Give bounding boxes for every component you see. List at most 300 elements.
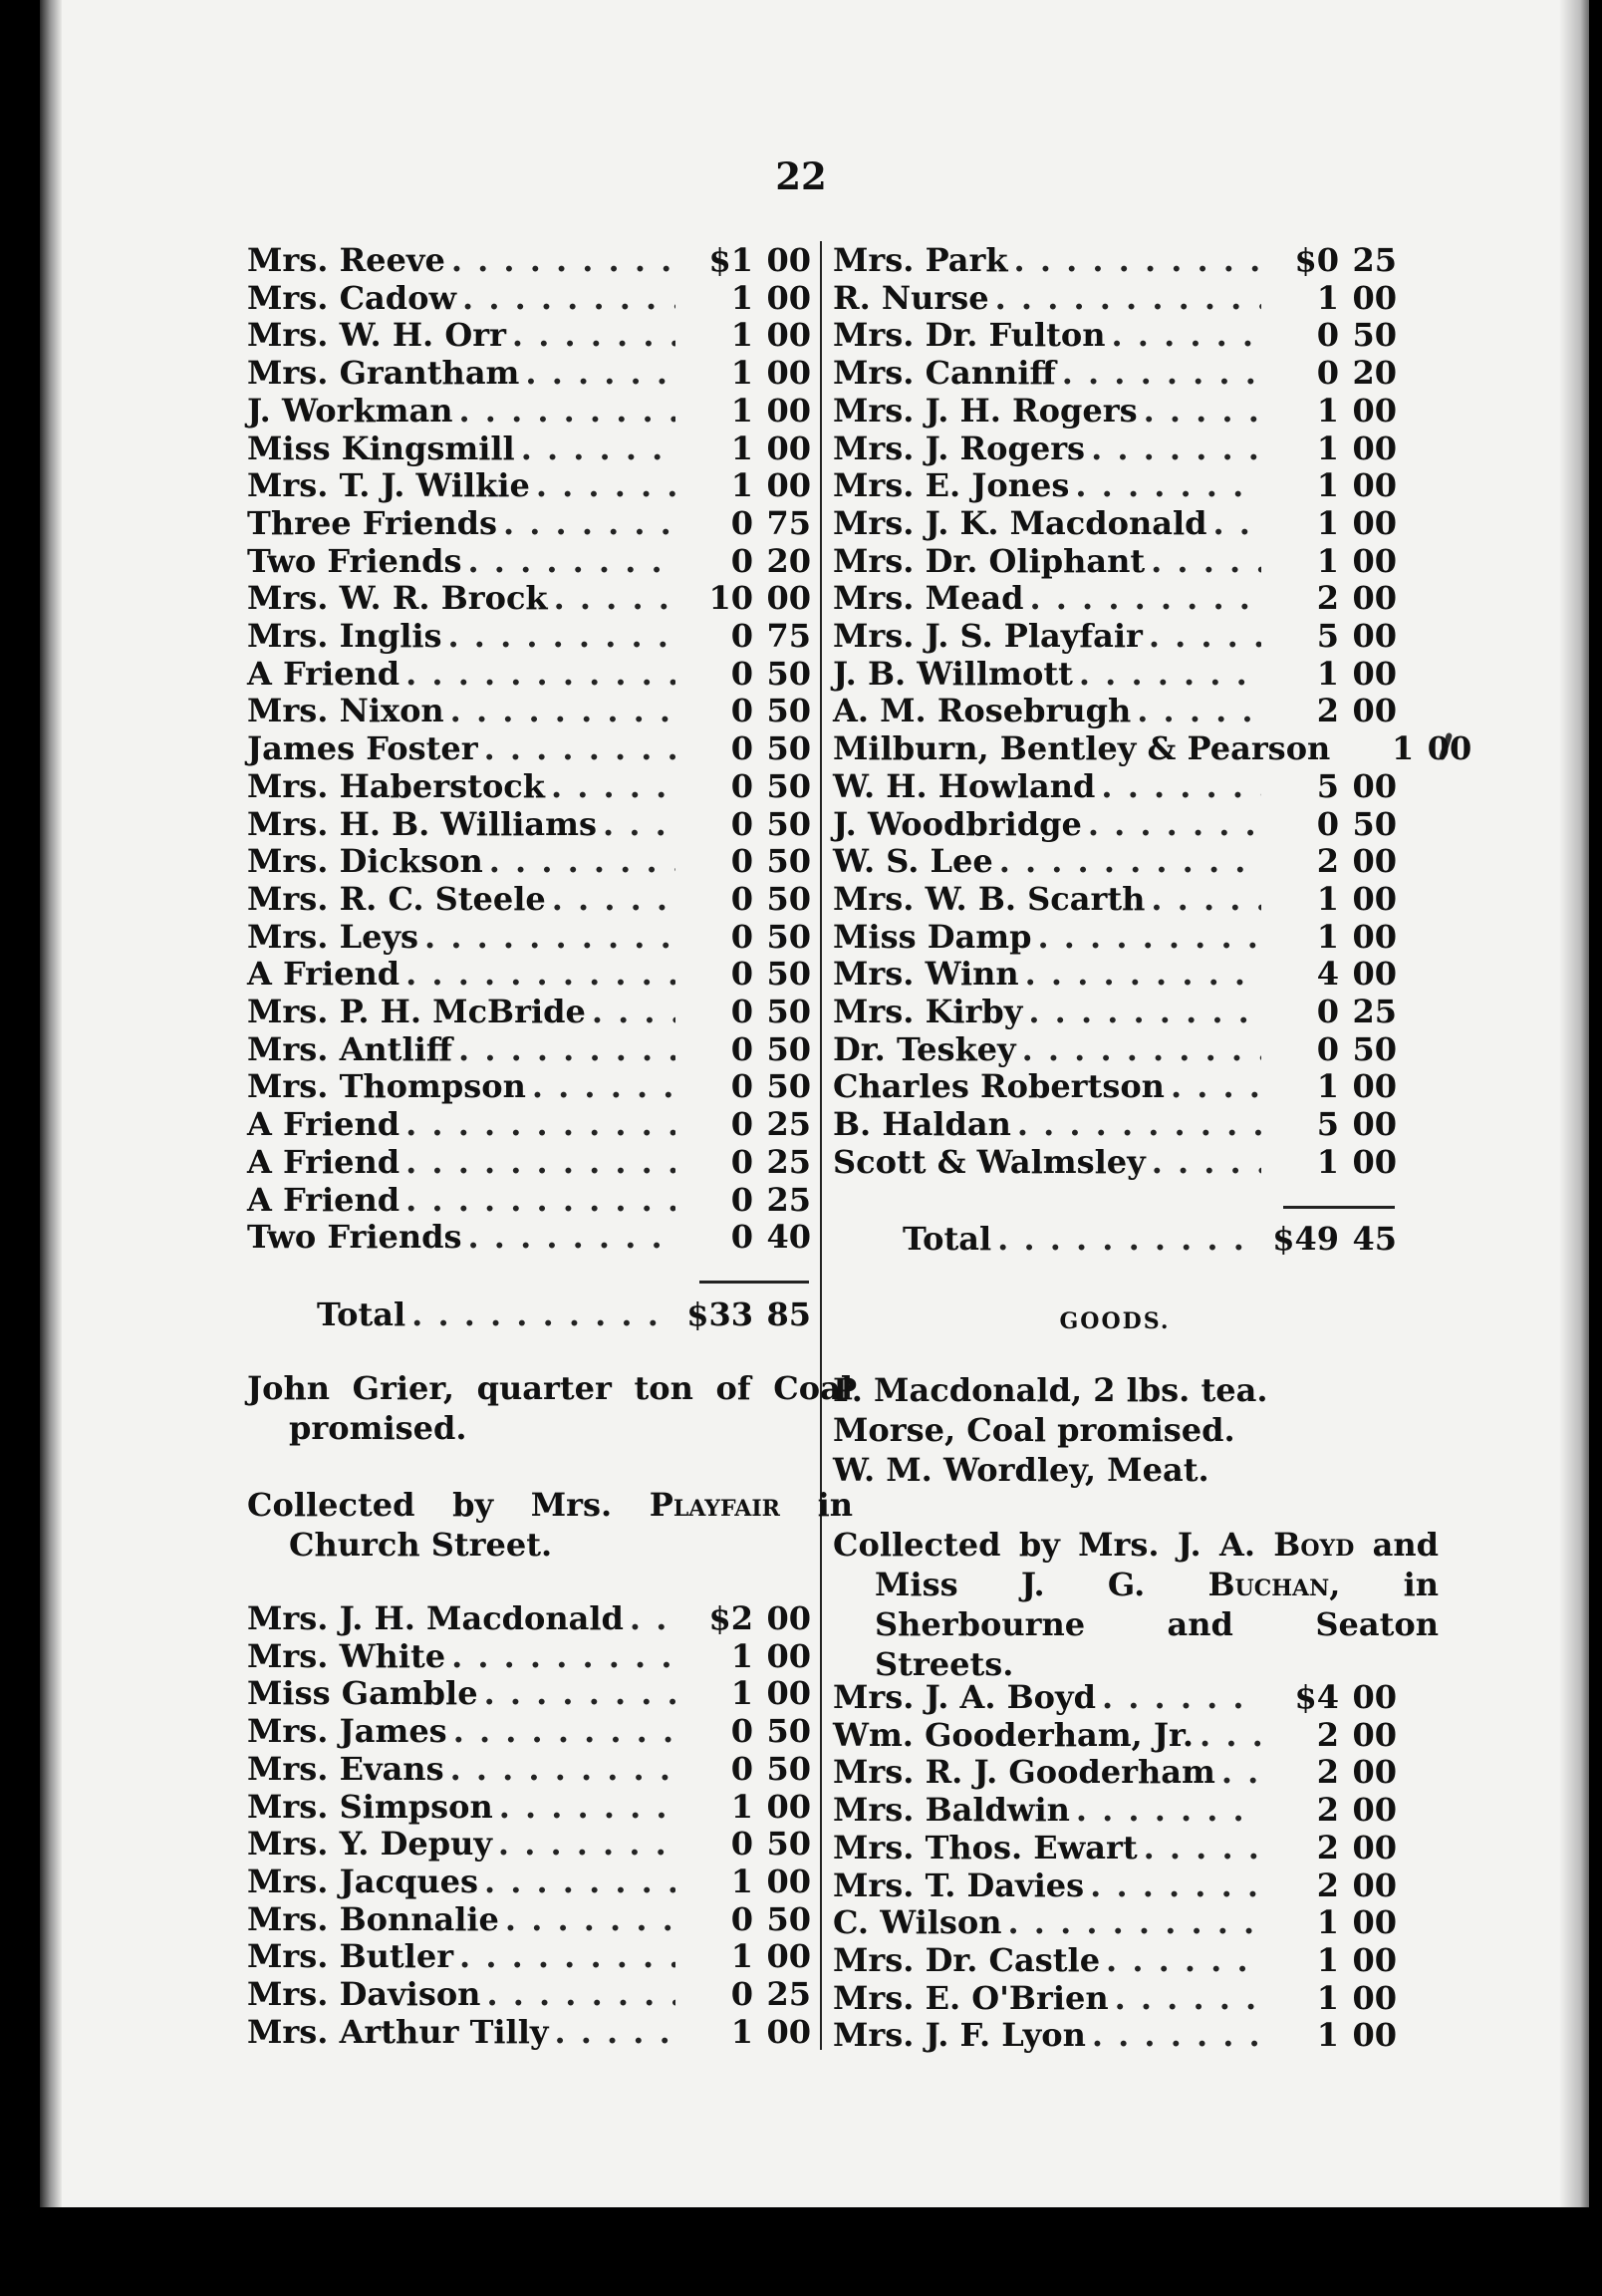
amount-cents: 00 (1352, 278, 1397, 317)
amount-cents: 00 (1352, 1866, 1397, 1904)
subscriber-name: W. S. Lee (833, 842, 993, 881)
leader-dots (1101, 767, 1261, 805)
leader-dots (1152, 1143, 1261, 1181)
leader-dots (1200, 1716, 1261, 1754)
amount-cents: 00 (1352, 842, 1397, 881)
list-item (247, 842, 811, 880)
amount-dollars: 1 (1316, 917, 1339, 956)
amount-cents: 50 (766, 804, 811, 843)
subscriber-name: Scott & Walmsley (833, 1142, 1146, 1181)
subscriber-name: Mrs. Dr. Oliphant (833, 541, 1146, 580)
subscriber-name: Mrs. Davison (247, 1975, 481, 2013)
leader-dots (1008, 1903, 1262, 1941)
subscriber-name: Mrs. Mead (833, 579, 1024, 618)
amount-dollars: 1 (1316, 429, 1339, 467)
amount-dollars: 1 (1316, 1940, 1339, 1979)
heading-prefix: Collected by Mrs. (247, 1486, 613, 1524)
list-item (247, 617, 811, 655)
leader-dots (1076, 1791, 1261, 1829)
list-item (247, 692, 811, 729)
amount-dollars: 0 (730, 1218, 753, 1257)
amount-dollars: 2 (1316, 1715, 1339, 1754)
subscriber-name: Wm. Gooderham, Jr. (833, 1715, 1195, 1754)
list-item (833, 692, 1397, 729)
leader-dots (462, 279, 675, 317)
amount-cents: 25 (766, 1105, 811, 1144)
amount-dollars: 1 (1316, 466, 1339, 505)
list-item (833, 655, 1397, 693)
amount-cents: 00 (1352, 1678, 1397, 1716)
amount-dollars: 5 (1316, 1105, 1339, 1144)
leader-dots (532, 1067, 675, 1105)
amount-cents: 00 (1352, 1828, 1397, 1866)
list-item (247, 1030, 811, 1068)
leader-dots (995, 279, 1261, 317)
list-item (833, 579, 1397, 617)
list-item (833, 1791, 1397, 1829)
amount-cents: 50 (766, 993, 811, 1030)
leader-dots (1029, 579, 1261, 617)
leader-dots (603, 805, 675, 843)
subscriber-name: Mrs. Leys (247, 917, 419, 956)
list-item (833, 955, 1397, 993)
leader-dots (405, 1105, 675, 1143)
subscriber-name: Two Friends (247, 1218, 462, 1257)
leader-dots (997, 1220, 1261, 1258)
amount-cents: 00 (1352, 654, 1397, 693)
leader-dots (1144, 392, 1261, 430)
list-item (833, 430, 1397, 467)
total-row (833, 1220, 1397, 1258)
amount-cents: 50 (766, 955, 811, 994)
subscriber-name: Mrs. H. B. Williams (247, 804, 598, 843)
amount-dollars: 0 (730, 1899, 753, 1938)
amount-dollars: 0 (730, 617, 753, 655)
amount-cents: 00 (1352, 391, 1397, 430)
list-item (833, 1030, 1397, 1068)
leader-dots (450, 692, 675, 729)
amount-cents: 00 (766, 1937, 811, 1976)
amount-cents: 00 (1352, 879, 1397, 918)
amount-dollars: 1 (1316, 2016, 1339, 2055)
list-item (833, 542, 1397, 580)
amount-dollars: 1 (1316, 654, 1339, 693)
total-cents: 85 (766, 1295, 811, 1333)
subscriber-name: Mrs. Bonnalie (247, 1899, 499, 1938)
amount-cents: 20 (1352, 354, 1397, 393)
leader-dots (448, 617, 675, 655)
amount-cents: 00 (766, 316, 811, 355)
amount-cents: 00 (1352, 429, 1397, 467)
amount-cents: 50 (766, 842, 811, 881)
subscriber-name: Miss Kingsmill (247, 429, 515, 467)
leader-dots (592, 993, 675, 1030)
list-item (833, 617, 1397, 655)
subscriber-name: Mrs. W. H. Orr (247, 316, 506, 355)
amount-dollars: 0 (730, 1142, 753, 1181)
amount-cents: 00 (1352, 579, 1397, 618)
left-collected-heading (247, 1485, 853, 1565)
total-dollars: $33 (686, 1295, 753, 1333)
list-item (247, 1750, 811, 1788)
subscriber-name: Mrs. Cadow (247, 278, 457, 317)
subscriber-name: Mrs. T. J. Wilkie (247, 466, 530, 505)
list-item (833, 1143, 1397, 1181)
leader-dots (405, 1181, 675, 1219)
leader-dots (1091, 430, 1261, 467)
amount-cents: 50 (766, 654, 811, 693)
amount-dollars: 0 (1316, 1029, 1339, 1068)
amount-cents: 50 (766, 1899, 811, 1938)
list-item (247, 1143, 811, 1181)
list-item (247, 880, 811, 918)
amount-dollars: 0 (730, 879, 753, 918)
amount-dollars: 1 (730, 278, 753, 317)
amount-dollars: 2 (1316, 692, 1339, 730)
amount-dollars: 1 (730, 429, 753, 467)
leader-dots (1102, 1678, 1261, 1716)
list-item (247, 1937, 811, 1975)
leader-dots (1221, 1753, 1261, 1791)
amount-dollars: 0 (730, 766, 753, 805)
subscriber-name: Mrs. J. S. Playfair (833, 617, 1143, 655)
list-item (247, 767, 811, 805)
leader-dots (458, 1030, 675, 1068)
subscriber-name: Mrs. Dickson (247, 842, 483, 881)
amount-dollars: 0 (730, 1105, 753, 1144)
subscriber-name: Mrs. Thos. Ewart (833, 1828, 1138, 1866)
amount-dollars: 1 (1316, 1142, 1339, 1181)
subscriber-name: Mrs. P. H. McBride (247, 993, 586, 1030)
subscriber-name: Mrs. W. R. Brock (247, 579, 548, 618)
amount-cents: 00 (766, 354, 811, 393)
amount-dollars: 1 (730, 1862, 753, 1900)
amount-cents: 50 (766, 1749, 811, 1788)
subscriber-name: Mrs. Jacques (247, 1862, 478, 1900)
amount-dollars: $1 (708, 241, 753, 279)
amount-cents: 50 (766, 879, 811, 918)
amount-cents: 00 (766, 579, 811, 618)
subscriber-name: Mrs. James (247, 1712, 447, 1751)
leader-dots (411, 1295, 675, 1333)
amount-cents: 50 (766, 917, 811, 956)
subscriber-name: J. B. Willmott (833, 654, 1073, 693)
subscriber-name: A Friend (247, 1180, 400, 1219)
leader-dots (1151, 880, 1261, 918)
amount-cents: 00 (1352, 1903, 1397, 1942)
amount-dollars: 0 (730, 917, 753, 956)
list-item (247, 504, 811, 542)
amount-cents: 00 (1352, 466, 1397, 505)
list-item (247, 1900, 811, 1938)
list-item (247, 1975, 811, 2013)
list-item (833, 842, 1397, 880)
subscriber-name: James Foster (247, 729, 478, 768)
list-item (833, 1067, 1397, 1105)
amount-dollars: 2 (1316, 1828, 1339, 1866)
leader-dots (525, 354, 675, 392)
goods-item: Morse, Coal promised. (833, 1411, 1235, 1449)
amount-cents: 20 (766, 541, 811, 580)
amount-cents: 25 (1352, 241, 1397, 279)
leader-dots (512, 316, 675, 354)
list-item (247, 316, 811, 354)
leader-dots (1062, 354, 1261, 392)
leader-dots (1022, 1030, 1261, 1068)
amount-cents: 00 (1352, 766, 1397, 805)
subscriber-name: Mrs. Simpson (247, 1787, 493, 1826)
amount-cents: 50 (766, 692, 811, 730)
leader-dots (1213, 504, 1262, 542)
leader-dots (1025, 955, 1261, 993)
subscriber-name: Mrs. Dr. Fulton (833, 316, 1106, 355)
list-item (247, 955, 811, 993)
amount-cents: 00 (766, 1599, 811, 1637)
subscriber-name: Mrs. J. H. Rogers (833, 391, 1138, 430)
subscriber-name: Miss Gamble (247, 1674, 478, 1713)
amount-dollars: 1 (730, 1636, 753, 1675)
amount-dollars: 1 (1316, 1978, 1339, 2017)
amount-dollars: 0 (1316, 316, 1339, 355)
amount-cents: 00 (766, 2012, 811, 2051)
amount-dollars: 0 (730, 729, 753, 768)
collector-name-1: Boyd (1273, 1526, 1355, 1564)
amount-cents: 00 (766, 1787, 811, 1826)
list-item (247, 1825, 811, 1863)
subscriber-name: B. Haldan (833, 1105, 1011, 1144)
amount-dollars: 2 (1316, 1791, 1339, 1830)
list-item (833, 805, 1397, 843)
subscriber-name: Mrs. J. K. Macdonald (833, 503, 1207, 542)
leader-dots (1037, 918, 1261, 956)
list-item (833, 392, 1397, 430)
leader-dots (1137, 692, 1261, 729)
leader-dots (1144, 1829, 1261, 1866)
page-number: 22 (775, 154, 827, 198)
amount-dollars: 0 (730, 804, 753, 843)
amount-cents: 00 (1427, 729, 1472, 768)
goods-title: GOODS. (1059, 1308, 1171, 1334)
leader-dots (450, 1750, 675, 1788)
subscriber-name: Mrs. E. Jones (833, 466, 1070, 505)
amount-cents: 40 (766, 1218, 811, 1257)
collector-name-2: Buchan, (1207, 1566, 1341, 1603)
subscriber-name: Charles Robertson (833, 1067, 1165, 1106)
subscriber-name: R. Nurse (833, 278, 989, 317)
amount-dollars: 4 (1316, 955, 1339, 994)
amount-cents: 75 (766, 617, 811, 655)
leader-dots (459, 1937, 675, 1975)
subscriber-name: Mrs. Kirby (833, 993, 1023, 1030)
leader-dots (1090, 1866, 1261, 1904)
subscriber-name: Mrs. Thompson (247, 1067, 526, 1106)
amount-cents: 50 (1352, 804, 1397, 843)
subscriber-name: Mrs. R. C. Steele (247, 879, 546, 918)
amount-dollars: 10 (708, 579, 753, 618)
amount-cents: 00 (1352, 692, 1397, 730)
amount-cents: 75 (766, 503, 811, 542)
leader-dots (451, 241, 675, 279)
subscriber-name: Mrs. W. B. Scarth (833, 879, 1146, 918)
subscriber-name: Mrs. J. F. Lyon (833, 2016, 1086, 2055)
list-item (247, 430, 811, 467)
amount-cents: 25 (1352, 993, 1397, 1030)
amount-dollars: 0 (730, 1067, 753, 1106)
list-item (247, 1863, 811, 1900)
list-item (247, 279, 811, 317)
list-item (247, 1637, 811, 1675)
amount-dollars: 0 (1316, 354, 1339, 393)
leader-dots (1112, 316, 1262, 354)
subscriber-name: A Friend (247, 955, 400, 994)
subscriber-name: J. Workman (247, 391, 453, 430)
subscriber-name: Mrs. Dr. Castle (833, 1940, 1101, 1979)
subscriber-name: Mrs. Butler (247, 1937, 454, 1976)
subscriber-name: Mrs. Winn (833, 955, 1019, 994)
list-item (833, 466, 1397, 504)
list-item (833, 1678, 1397, 1716)
amount-dollars: $2 (708, 1599, 753, 1637)
amount-dollars: 0 (730, 1749, 753, 1788)
goods-item: P. Macdonald, 2 lbs. tea. (833, 1371, 1268, 1409)
list-item (833, 1903, 1397, 1941)
list-item (833, 279, 1397, 317)
amount-cents: 00 (1352, 917, 1397, 956)
list-item (833, 1979, 1397, 2017)
amount-cents: 00 (766, 391, 811, 430)
subscriber-name: A. M. Rosebrugh (833, 692, 1132, 730)
list-item (833, 316, 1397, 354)
leader-dots (999, 842, 1261, 880)
subscriber-name: C. Wilson (833, 1903, 1002, 1942)
amount-cents: 50 (1352, 1029, 1397, 1068)
list-item (833, 1105, 1397, 1143)
leader-dots (1092, 2016, 1261, 2054)
amount-cents: 50 (766, 1825, 811, 1864)
amount-cents: 00 (1352, 1105, 1397, 1144)
leader-dots (1088, 805, 1261, 843)
subscriber-name: Mrs. White (247, 1636, 446, 1675)
total-rule (1283, 1206, 1395, 1209)
amount-cents: 00 (1352, 1791, 1397, 1830)
subscriber-name: Mrs. J. A. Boyd (833, 1678, 1096, 1716)
leader-dots (505, 1900, 675, 1938)
subscriber-name: Dr. Teskey (833, 1029, 1016, 1068)
amount-cents: 50 (766, 1067, 811, 1106)
list-item (833, 1753, 1397, 1791)
column-divider (820, 241, 822, 2050)
total-label: Total (317, 1295, 406, 1333)
subscriber-name: Milburn, Bentley & Pearson (833, 729, 1331, 768)
leader-dots (1079, 655, 1261, 693)
amount-dollars: 2 (1316, 1866, 1339, 1904)
amount-dollars: 0 (730, 1712, 753, 1751)
total-label: Total (903, 1220, 992, 1258)
amount-dollars: 0 (1316, 804, 1339, 843)
subscriber-name: Two Friends (247, 541, 462, 580)
subscriber-name: Mrs. Antliff (247, 1029, 453, 1068)
list-item (247, 1105, 811, 1143)
amount-dollars: 1 (1316, 278, 1339, 317)
amount-cents: 00 (766, 1674, 811, 1713)
list-item (247, 241, 811, 279)
heading-prefix: Collected by Mrs. J. A. (833, 1526, 1255, 1564)
subscriber-name: A Friend (247, 1105, 400, 1144)
list-item (247, 354, 811, 392)
subscriber-name: Mrs. R. J. Gooderham (833, 1753, 1215, 1792)
subscriber-name: Mrs. E. O'Brien (833, 1978, 1109, 2017)
leader-dots (499, 1788, 675, 1826)
leader-dots (1028, 993, 1261, 1030)
total-rule (699, 1281, 809, 1284)
leader-dots (489, 842, 675, 880)
leader-dots (630, 1599, 675, 1637)
amount-dollars: 1 (730, 316, 753, 355)
subscriber-name: A Friend (247, 654, 400, 693)
amount-cents: 00 (766, 429, 811, 467)
list-item (247, 1067, 811, 1105)
amount-cents: 50 (1352, 316, 1397, 355)
subscriber-name: Mrs. Y. Depuy (247, 1825, 492, 1864)
leader-dots (1106, 1941, 1261, 1979)
amount-cents: 50 (766, 766, 811, 805)
list-item (247, 579, 811, 617)
leader-dots (484, 729, 675, 767)
leader-dots (552, 880, 675, 918)
leader-dots (503, 504, 675, 542)
subscriber-name: Mrs. Haberstock (247, 766, 545, 805)
subscriber-name: Mrs. Arthur Tilly (247, 2012, 549, 2051)
total-row (247, 1295, 811, 1333)
amount-cents: 50 (766, 729, 811, 768)
leader-dots (468, 1218, 675, 1256)
list-item (247, 2013, 811, 2051)
list-item (247, 1788, 811, 1826)
collector-name: Playfair (649, 1486, 780, 1524)
subscriber-name: Mrs. T. Davies (833, 1866, 1085, 1904)
amount-cents: 00 (766, 1636, 811, 1675)
amount-dollars: 1 (730, 2012, 753, 2051)
amount-dollars: 0 (730, 1975, 753, 2013)
amount-cents: 00 (1352, 1715, 1397, 1754)
list-item (247, 392, 811, 430)
total-dollars: $49 (1272, 1220, 1339, 1258)
list-item (247, 1674, 811, 1712)
amount-dollars: 5 (1316, 766, 1339, 805)
list-item (833, 1716, 1397, 1754)
amount-dollars: 1 (1392, 729, 1415, 768)
subscriber-name: Mrs. J. Rogers (833, 429, 1086, 467)
left-note: John Grier, quarter ton of Coal promised. (247, 1369, 853, 1447)
amount-dollars: 0 (730, 842, 753, 881)
amount-dollars: 1 (730, 1937, 753, 1976)
subscriber-name: Mrs. Grantham (247, 354, 520, 393)
page-edge-shadow (1559, 0, 1589, 2207)
amount-dollars: 0 (730, 654, 753, 693)
leader-dots (554, 579, 675, 617)
amount-cents: 00 (1352, 1067, 1397, 1106)
amount-cents: 50 (766, 1712, 811, 1751)
amount-dollars: 1 (1316, 1067, 1339, 1106)
leader-dots (1075, 466, 1261, 504)
heading-middle: and Miss J. G. (875, 1526, 1439, 1603)
leader-dots (551, 767, 675, 805)
amount-cents: 00 (1352, 1940, 1397, 1979)
amount-dollars: $0 (1294, 241, 1339, 279)
subscriber-name: Mrs. Park (833, 241, 1008, 279)
amount-dollars: $4 (1294, 1678, 1339, 1716)
list-item (833, 993, 1397, 1030)
